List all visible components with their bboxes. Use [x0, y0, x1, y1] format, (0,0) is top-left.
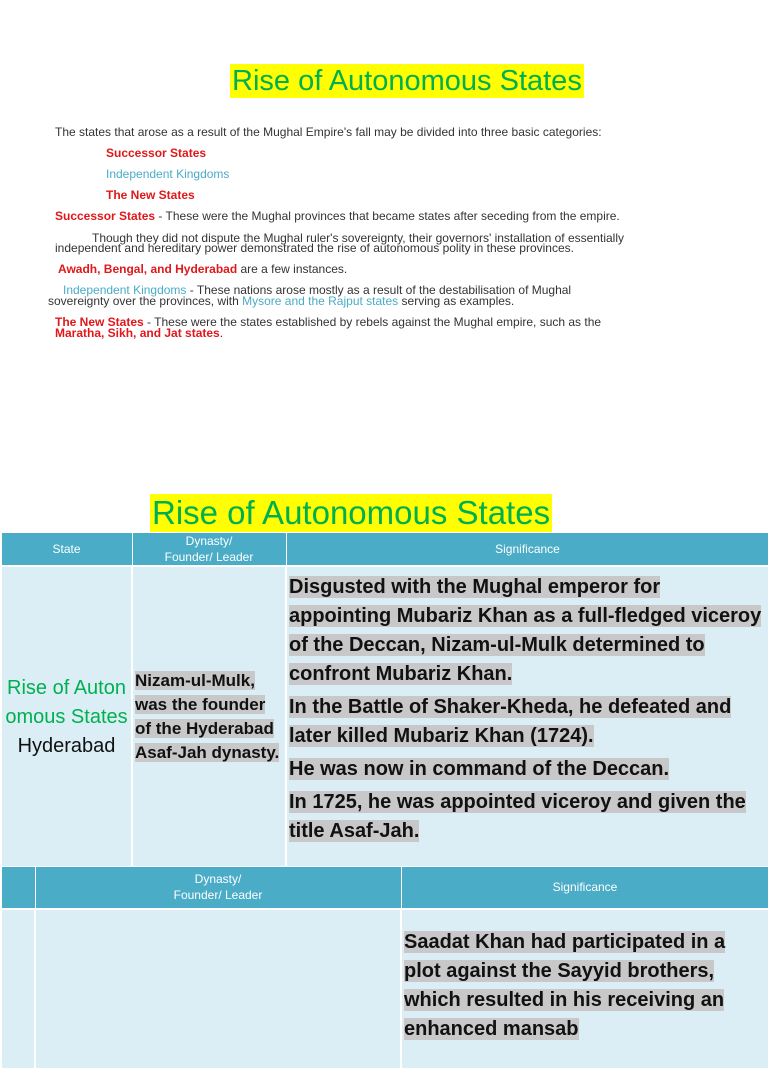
newstates-suffix: . [219, 326, 224, 340]
successor-examples-suffix: are a few instances. [237, 262, 348, 276]
successor-paragraph-line1 [55, 210, 620, 223]
successor-line2: Though they did not dispute the Mughal ruler's sovereignty, their governors' installation of essentially [92, 231, 624, 245]
independent-term: Independent Kingdoms [63, 283, 187, 297]
founder-cell [35, 909, 401, 1069]
founder-text: Nizam-ul-Mulk, was the founder of the Hyderabad Asaf-Jah dynasty. [135, 671, 280, 762]
independent-line2 [48, 295, 514, 308]
successor-examples-line [58, 263, 347, 276]
newstates-term: The New States [55, 315, 144, 329]
founder-cell [132, 566, 286, 868]
significance-cell [401, 909, 768, 1069]
category-independent: Independent Kingdoms [106, 167, 230, 181]
header-state: State [1, 533, 132, 567]
successor-examples: Awadh, Bengal, and Hyderabad [58, 262, 238, 276]
independent-desc: - These nations arose mostly as a result of the destabilisation of Mughal [186, 283, 572, 297]
header-significance: Significance [286, 533, 768, 567]
successor-desc: - These were the Mughal provinces that became states after seceding from the empire. [155, 209, 620, 223]
slide-2-title: Rise of Autonomous States [152, 494, 551, 531]
table-header-row [1, 867, 768, 909]
intro-text: The states that arose as a result of the Mughal Empire's fall may be divided into three basic categories: [55, 125, 602, 139]
header-dynasty: Dynasty/ Founder/ Leader [35, 867, 401, 909]
significance-point: Saadat Khan had participated in a plot against the Sayyid brothers, which resulted in his receiving an enhanced mansab [404, 930, 726, 1040]
table-row [1, 909, 768, 1069]
newstates-desc: - These were the states established by rebels against the Mughal empire, such as the [143, 315, 602, 329]
header-significance: Significance [401, 867, 768, 909]
header-state [1, 867, 35, 909]
significance-cell [286, 566, 768, 868]
independent-examples: Mysore and the Rajput states [242, 294, 399, 308]
significance-point: In the Battle of Shaker-Kheda, he defeated and later killed Mubariz Khan (1724). [289, 696, 732, 747]
state-label: Rise of Autonomous States [5, 676, 128, 728]
newstates-line2 [55, 327, 223, 340]
significance-point: In 1725, he was appointed viceroy and given the title Asaf-Jah. [289, 791, 746, 842]
successor-line3: independent and hereditary power demonstrated the rise of autonomous polity in these provinces. [55, 241, 574, 255]
slide-1-title: Rise of Autonomous States [232, 65, 582, 97]
table-header-row [1, 533, 768, 567]
header-dynasty: Dynasty/ Founder/ Leader [132, 533, 286, 567]
state-cell [1, 566, 132, 868]
category-successor: Successor States [106, 146, 207, 160]
successor-term: Successor States [55, 209, 156, 223]
newstates-examples: Maratha, Sikh, and Jat states [55, 326, 220, 340]
significance-point: Disgusted with the Mughal emperor for appointing Mubariz Khan as a full-fledged viceroy of the Deccan, Nizam-ul-Mulk determined to confront Mubariz Khan. [289, 576, 762, 685]
state-cell [1, 909, 35, 1069]
independent-line2-suffix: serving as examples. [398, 294, 515, 308]
state-name: Hyderabad [17, 734, 116, 757]
table-hyderabad [0, 532, 768, 869]
independent-line2-prefix: sovereignty over the provinces, with [48, 294, 243, 308]
significance-point: He was now in command of the Deccan. [289, 758, 670, 780]
table-row [1, 566, 768, 868]
category-new: The New States [106, 188, 195, 202]
table-awadh [0, 866, 768, 1070]
